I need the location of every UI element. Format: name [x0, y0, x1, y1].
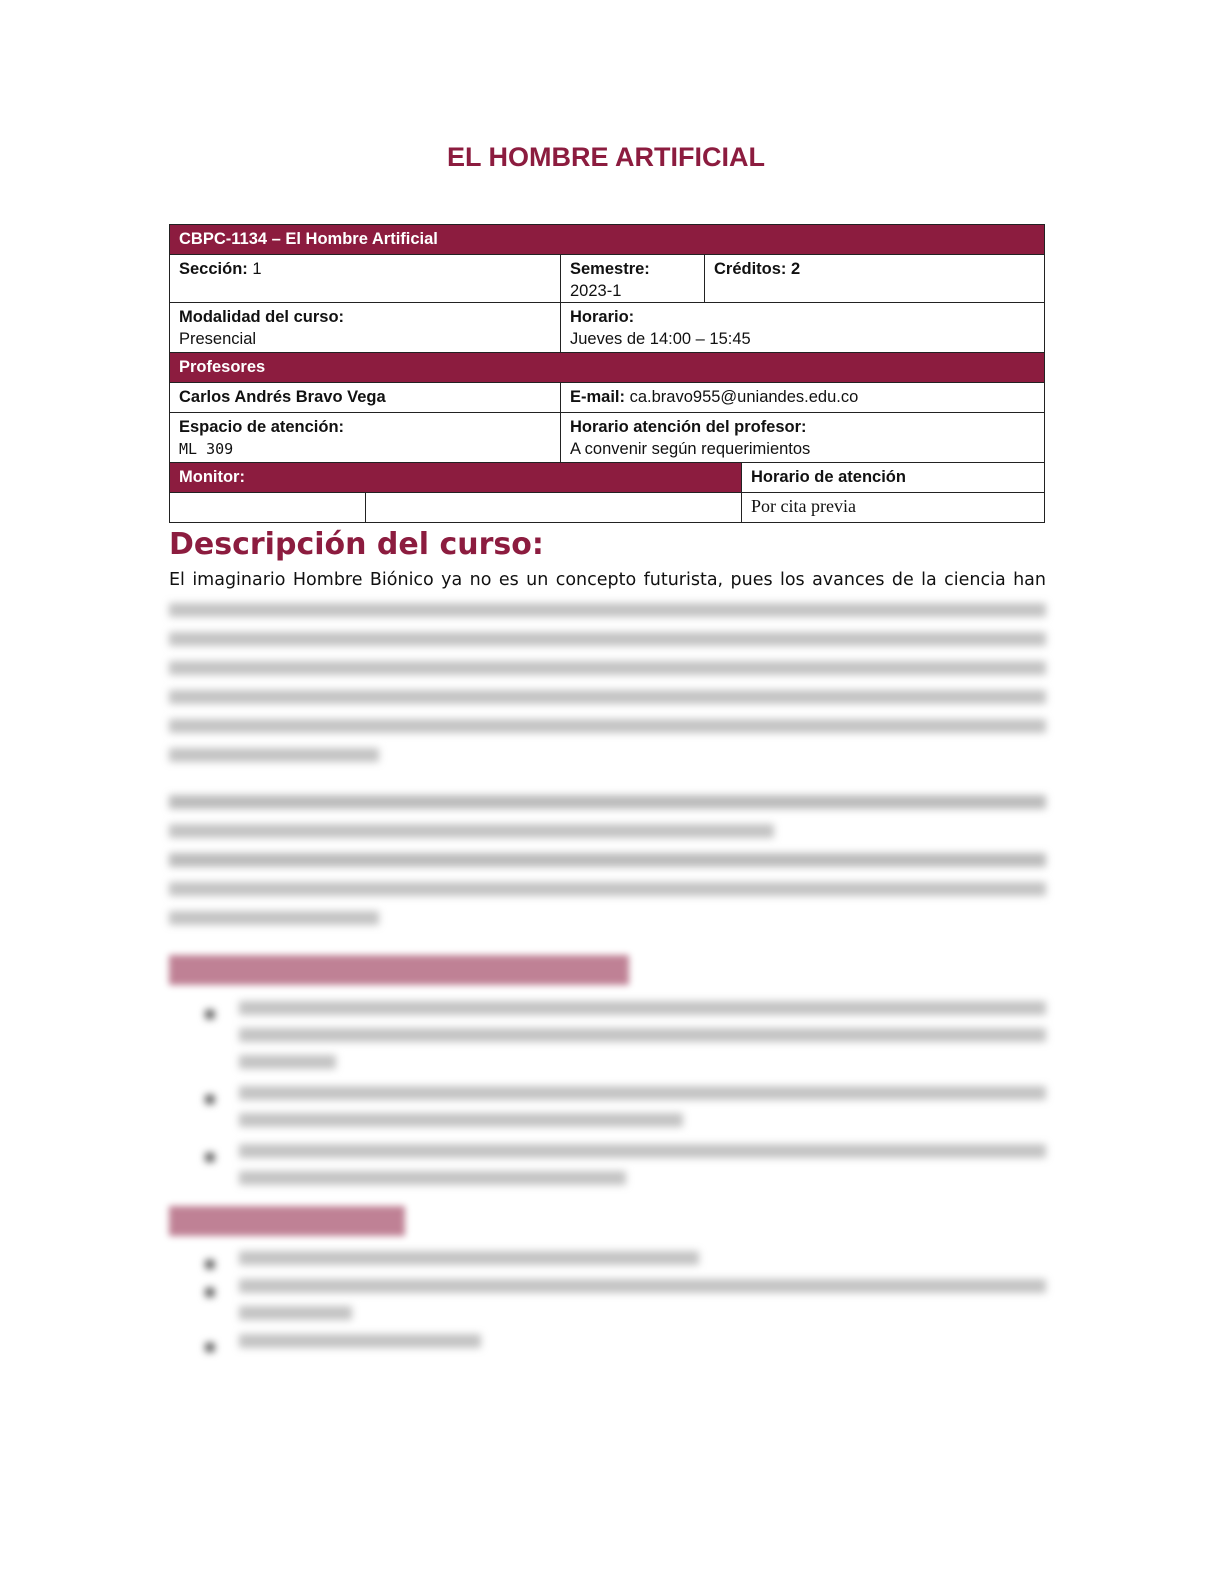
- monitor-hours-value: Por cita previa: [742, 493, 1045, 523]
- bullet-icon: ▪: [204, 1254, 216, 1274]
- section-cell: [170, 255, 561, 303]
- credits-cell: [705, 255, 1045, 303]
- office-hours-value: A convenir según requerimientos: [570, 440, 811, 458]
- monitor-header: Monitor:: [170, 463, 742, 493]
- semester-cell: [561, 255, 705, 303]
- semester-label: Semestre:: [570, 260, 650, 278]
- schedule-cell: [561, 303, 1045, 353]
- email-cell: [561, 383, 1045, 413]
- modality-label: Modalidad del curso:: [179, 308, 345, 326]
- objectives-list-obscured: [169, 994, 1046, 1185]
- list-item: [169, 1251, 1046, 1274]
- schedule-value: Jueves de 14:00 – 15:45: [570, 330, 751, 348]
- course-info-table: [169, 224, 1045, 523]
- methodology-heading-obscured: [169, 1206, 405, 1236]
- description-body-obscured: [169, 596, 1046, 766]
- section-value: 1: [252, 260, 262, 278]
- schedule-label: Horario:: [570, 308, 635, 326]
- bullet-icon: ▪: [204, 1282, 216, 1302]
- bullet-icon: ▪: [204, 1004, 216, 1024]
- bullet-icon: ▪: [204, 1337, 216, 1357]
- list-item: [169, 1279, 1046, 1320]
- skills-paragraph-obscured: [169, 788, 1046, 923]
- monitor-email-cell: [366, 493, 742, 523]
- modality-cell: [170, 303, 561, 353]
- modality-value: Presencial: [179, 330, 257, 348]
- list-item: [169, 1001, 1046, 1069]
- credits-value: Créditos: 2: [714, 260, 801, 278]
- bullet-icon: ▪: [204, 1147, 216, 1167]
- description-first-line: El imaginario Hombre Biónico ya no es un concepto futurista, pues los avances de la ciencia han: [169, 570, 1046, 590]
- professors-header: Profesores: [170, 353, 1045, 383]
- monitor-hours-header: Horario de atención: [742, 463, 1045, 493]
- office-hours-label: Horario atención del profesor:: [570, 418, 807, 436]
- email-value: ca.bravo955@uniandes.edu.co: [629, 388, 859, 406]
- bullet-icon: ▪: [204, 1089, 216, 1109]
- methodology-list-obscured: [169, 1244, 1046, 1357]
- list-item: [169, 1086, 1046, 1127]
- document-title: EL HOMBRE ARTIFICIAL: [447, 142, 765, 172]
- office-hours-cell: [561, 413, 1045, 463]
- professor-name: Carlos Andrés Bravo Vega: [170, 383, 561, 413]
- monitor-name-cell: [170, 493, 366, 523]
- office-cell: [170, 413, 561, 463]
- list-item: [169, 1144, 1046, 1185]
- description-heading: Descripción del curso:: [169, 527, 544, 562]
- office-value: ML 309: [179, 440, 234, 458]
- objectives-heading-obscured: [169, 955, 629, 985]
- section-label: Sección:: [179, 260, 248, 278]
- office-label: Espacio de atención:: [179, 418, 345, 436]
- semester-value: 2023-1: [570, 282, 622, 300]
- course-code-header: CBPC-1134 – El Hombre Artificial: [170, 225, 1045, 255]
- list-item: [169, 1334, 1046, 1357]
- email-label: E-mail:: [570, 388, 626, 406]
